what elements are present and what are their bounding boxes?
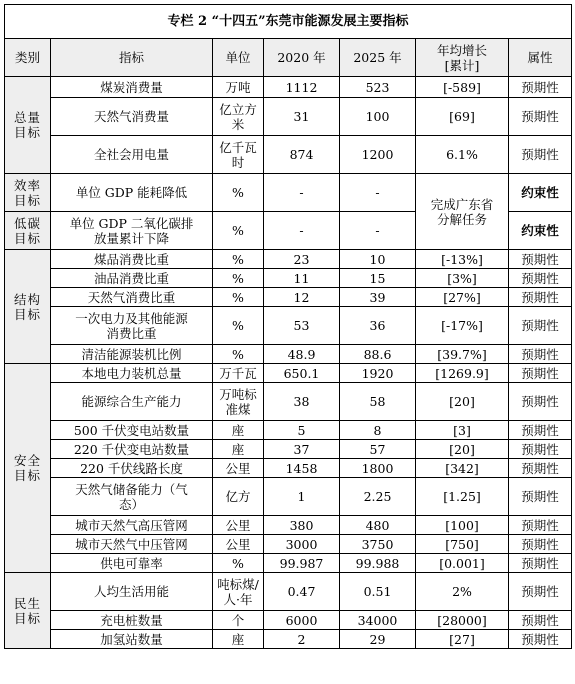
header-category: 类别: [5, 39, 51, 77]
value-2025-cell: 1920: [340, 364, 416, 383]
value-2020-cell: 11: [264, 269, 340, 288]
value-2020-cell: -: [264, 174, 340, 212]
indicator-cell: 天然气储备能力（气 态）: [51, 478, 213, 516]
growth-cell: [-13%]: [416, 250, 509, 269]
growth-cell: 6.1%: [416, 136, 509, 174]
table-row: [5, 440, 572, 459]
value-2025-cell: 480: [340, 516, 416, 535]
unit-cell: 万千瓦: [213, 364, 264, 383]
attribute-cell: 预期性: [509, 459, 572, 478]
attribute-cell: 预期性: [509, 383, 572, 421]
value-2020-cell: 1112: [264, 77, 340, 98]
growth-cell: [-17%]: [416, 307, 509, 345]
table-row: [5, 630, 572, 649]
attribute-cell: 预期性: [509, 307, 572, 345]
indicator-cell: 加氢站数量: [51, 630, 213, 649]
header-unit: 单位: [213, 39, 264, 77]
value-2025-cell: 523: [340, 77, 416, 98]
indicator-cell: 城市天然气高压管网: [51, 516, 213, 535]
growth-cell: [0.001]: [416, 554, 509, 573]
value-2025-cell: 58: [340, 383, 416, 421]
header-growth: 年均增长 [累计]: [416, 39, 509, 77]
growth-cell: [-589]: [416, 77, 509, 98]
indicator-cell: 单位 GDP 二氧化碳排 放量累计下降: [51, 212, 213, 250]
growth-cell: [750]: [416, 535, 509, 554]
growth-cell: 完成广东省 分解任务: [416, 174, 509, 250]
attribute-cell: 预期性: [509, 535, 572, 554]
indicator-cell: 城市天然气中压管网: [51, 535, 213, 554]
value-2025-cell: 15: [340, 269, 416, 288]
table-row: [5, 345, 572, 364]
unit-cell: 亿千瓦 时: [213, 136, 264, 174]
growth-cell: [27]: [416, 630, 509, 649]
table-row: [5, 516, 572, 535]
growth-cell: 2%: [416, 573, 509, 611]
value-2020-cell: 53: [264, 307, 340, 345]
indicator-cell: 天然气消费量: [51, 98, 213, 136]
value-2020-cell: 1458: [264, 459, 340, 478]
indicator-cell: 清洁能源装机比例: [51, 345, 213, 364]
attribute-cell: 约束性: [509, 174, 572, 212]
table-title: 专栏 2 “十四五”东莞市能源发展主要指标: [5, 5, 572, 39]
value-2025-cell: 39: [340, 288, 416, 307]
value-2020-cell: -: [264, 212, 340, 250]
attribute-cell: 预期性: [509, 611, 572, 630]
unit-cell: 亿方: [213, 478, 264, 516]
value-2020-cell: 12: [264, 288, 340, 307]
indicator-cell: 煤炭消费量: [51, 77, 213, 98]
attribute-cell: 预期性: [509, 573, 572, 611]
attribute-cell: 预期性: [509, 250, 572, 269]
unit-cell: 座: [213, 630, 264, 649]
table-row: [5, 269, 572, 288]
value-2020-cell: 5: [264, 421, 340, 440]
category-cell: 安全 目标: [5, 364, 51, 573]
category-cell: 总量 目标: [5, 77, 51, 174]
value-2025-cell: 57: [340, 440, 416, 459]
attribute-cell: 预期性: [509, 554, 572, 573]
unit-cell: 座: [213, 421, 264, 440]
value-2020-cell: 0.47: [264, 573, 340, 611]
unit-cell: %: [213, 212, 264, 250]
table-row: [5, 478, 572, 516]
value-2025-cell: 3750: [340, 535, 416, 554]
unit-cell: 个: [213, 611, 264, 630]
table-row: [5, 611, 572, 630]
unit-cell: 公里: [213, 535, 264, 554]
attribute-cell: 预期性: [509, 77, 572, 98]
indicator-cell: 本地电力装机总量: [51, 364, 213, 383]
attribute-cell: 预期性: [509, 136, 572, 174]
value-2020-cell: 874: [264, 136, 340, 174]
indicator-cell: 供电可靠率: [51, 554, 213, 573]
header-indicator: 指标: [51, 39, 213, 77]
attribute-cell: 预期性: [509, 421, 572, 440]
table-row: [5, 535, 572, 554]
indicator-cell: 220 千伏线路长度: [51, 459, 213, 478]
unit-cell: 亿立方 米: [213, 98, 264, 136]
value-2025-cell: 88.6: [340, 345, 416, 364]
header-2025: 2025 年: [340, 39, 416, 77]
value-2025-cell: 2.25: [340, 478, 416, 516]
unit-cell: %: [213, 288, 264, 307]
growth-cell: [1269.9]: [416, 364, 509, 383]
attribute-cell: 预期性: [509, 364, 572, 383]
unit-cell: 公里: [213, 459, 264, 478]
value-2020-cell: 650.1: [264, 364, 340, 383]
growth-cell: [342]: [416, 459, 509, 478]
indicator-cell: 220 千伏变电站数量: [51, 440, 213, 459]
attribute-cell: 预期性: [509, 288, 572, 307]
table-row: [5, 383, 572, 421]
value-2020-cell: 23: [264, 250, 340, 269]
value-2025-cell: 1200: [340, 136, 416, 174]
value-2020-cell: 6000: [264, 611, 340, 630]
indicator-cell: 500 千伏变电站数量: [51, 421, 213, 440]
growth-cell: [3]: [416, 421, 509, 440]
table-row: [5, 307, 572, 345]
unit-cell: %: [213, 307, 264, 345]
attribute-cell: 预期性: [509, 440, 572, 459]
value-2025-cell: 29: [340, 630, 416, 649]
table-row: [5, 554, 572, 573]
value-2025-cell: 36: [340, 307, 416, 345]
indicator-cell: 人均生活用能: [51, 573, 213, 611]
header-2020: 2020 年: [264, 39, 340, 77]
unit-cell: 公里: [213, 516, 264, 535]
value-2020-cell: 3000: [264, 535, 340, 554]
category-cell: 低碳 目标: [5, 212, 51, 250]
attribute-cell: 预期性: [509, 269, 572, 288]
attribute-cell: 约束性: [509, 212, 572, 250]
value-2025-cell: 34000: [340, 611, 416, 630]
table-row: [5, 421, 572, 440]
value-2025-cell: 99.988: [340, 554, 416, 573]
unit-cell: %: [213, 250, 264, 269]
category-cell: 效率 目标: [5, 174, 51, 212]
value-2020-cell: 38: [264, 383, 340, 421]
unit-cell: %: [213, 554, 264, 573]
category-cell: 结构 目标: [5, 250, 51, 364]
table-row: [5, 459, 572, 478]
unit-cell: %: [213, 269, 264, 288]
value-2025-cell: 100: [340, 98, 416, 136]
value-2020-cell: 2: [264, 630, 340, 649]
growth-cell: [100]: [416, 516, 509, 535]
growth-cell: [3%]: [416, 269, 509, 288]
unit-cell: 座: [213, 440, 264, 459]
value-2025-cell: 1800: [340, 459, 416, 478]
value-2025-cell: -: [340, 174, 416, 212]
table-row: [5, 288, 572, 307]
attribute-cell: 预期性: [509, 478, 572, 516]
value-2025-cell: 0.51: [340, 573, 416, 611]
table-row: [5, 174, 572, 212]
table-row: [5, 136, 572, 174]
header-attribute: 属性: [509, 39, 572, 77]
growth-cell: [39.7%]: [416, 345, 509, 364]
growth-cell: [1.25]: [416, 478, 509, 516]
value-2025-cell: 8: [340, 421, 416, 440]
attribute-cell: 预期性: [509, 630, 572, 649]
unit-cell: 万吨: [213, 77, 264, 98]
growth-cell: [20]: [416, 440, 509, 459]
energy-indicators-table: [4, 4, 572, 649]
value-2020-cell: 1: [264, 478, 340, 516]
value-2020-cell: 31: [264, 98, 340, 136]
growth-cell: [28000]: [416, 611, 509, 630]
growth-cell: [20]: [416, 383, 509, 421]
indicator-cell: 天然气消费比重: [51, 288, 213, 307]
indicator-cell: 单位 GDP 能耗降低: [51, 174, 213, 212]
value-2020-cell: 37: [264, 440, 340, 459]
indicator-cell: 煤品消费比重: [51, 250, 213, 269]
attribute-cell: 预期性: [509, 516, 572, 535]
value-2020-cell: 380: [264, 516, 340, 535]
value-2020-cell: 48.9: [264, 345, 340, 364]
indicator-cell: 油品消费比重: [51, 269, 213, 288]
indicator-cell: 充电桩数量: [51, 611, 213, 630]
value-2020-cell: 99.987: [264, 554, 340, 573]
attribute-cell: 预期性: [509, 98, 572, 136]
indicator-cell: 能源综合生产能力: [51, 383, 213, 421]
table-row: [5, 98, 572, 136]
table-row: [5, 573, 572, 611]
indicator-cell: 全社会用电量: [51, 136, 213, 174]
value-2025-cell: 10: [340, 250, 416, 269]
table-row: [5, 250, 572, 269]
unit-cell: %: [213, 174, 264, 212]
unit-cell: 吨标煤/ 人·年: [213, 573, 264, 611]
table-row: [5, 77, 572, 98]
indicator-cell: 一次电力及其他能源 消费比重: [51, 307, 213, 345]
growth-cell: [27%]: [416, 288, 509, 307]
header-row: [5, 39, 572, 77]
unit-cell: 万吨标 准煤: [213, 383, 264, 421]
unit-cell: %: [213, 345, 264, 364]
attribute-cell: 预期性: [509, 345, 572, 364]
category-cell: 民生 目标: [5, 573, 51, 649]
value-2025-cell: -: [340, 212, 416, 250]
growth-cell: [69]: [416, 98, 509, 136]
table-row: [5, 364, 572, 383]
